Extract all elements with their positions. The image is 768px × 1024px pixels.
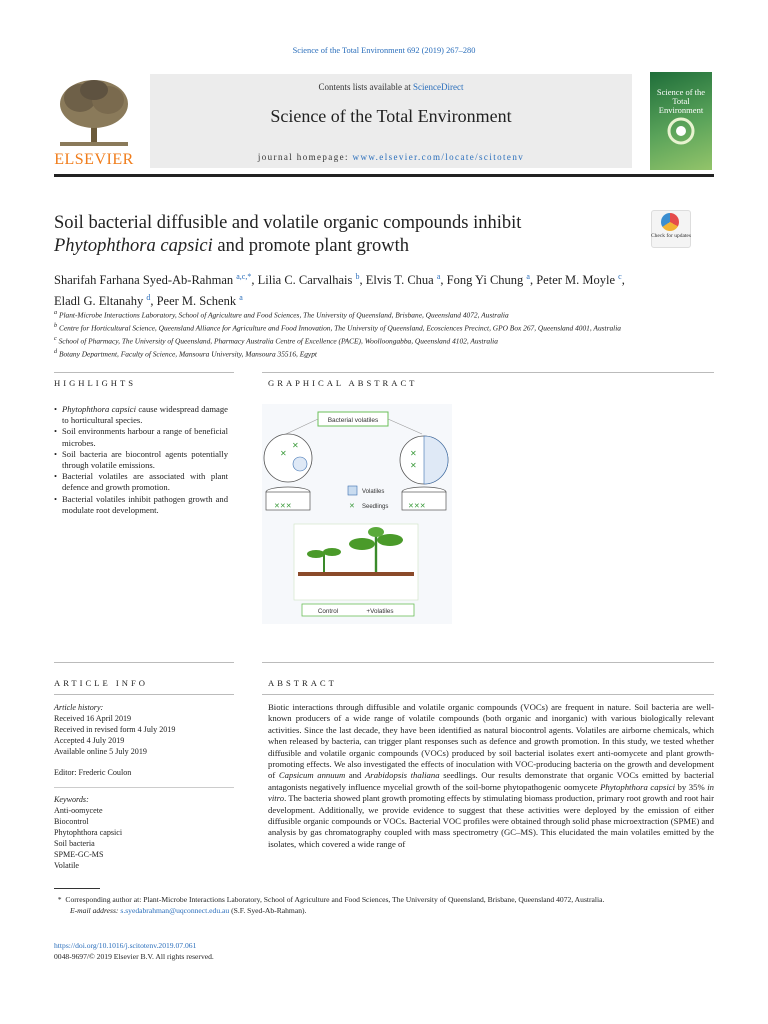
abstract-species: Phytophthora capsici	[600, 781, 676, 792]
seedling-mark: ✕	[292, 441, 299, 450]
contents-line	[150, 82, 632, 92]
history-label: Article history:	[54, 703, 104, 712]
author-affil-mark[interactable]: a,c,*	[236, 272, 252, 281]
article-info-heading: ARTICLE INFO	[54, 678, 148, 688]
author-name[interactable]: Lilia C. Carvalhais	[257, 273, 353, 288]
keyword: SPME-GC-MS	[54, 850, 104, 860]
petri-dish-control	[264, 434, 312, 482]
highlight-text: Soil bacteria are biocontrol agents potentially through volatile emissions.	[62, 448, 228, 471]
author-affil-mark[interactable]: d	[146, 293, 151, 303]
highlight-text: Bacterial volatiles are associated with plant defence and growth promotion.	[62, 471, 228, 493]
highlight-item	[54, 449, 228, 471]
check-updates-label: Check for updates	[651, 233, 692, 239]
email-label: E-mail address:	[70, 906, 119, 915]
doi-link[interactable]: https://doi.org/10.1016/j.scitotenv.2019.07.061	[54, 941, 197, 950]
abstract-species: Arabidopsis thaliana	[365, 770, 440, 781]
abstract-text-run: . The bacteria showed plant growth promoting effects by stimulating biomass production, primary root growth and root hair development. Additionally, we provide evidence to suggest that these activities were deployed by the emission of either diffusible organic compounds or VOCs. Bacterial VOC profiles were obtained through solid phase microextraction (SPME) and analysis by gas chromatography coupled with mass spectrometry (GC–MS). This elucidated the main volatiles emitted by the isolates, which covered a wide range of	[268, 793, 714, 849]
homepage-prefix: journal homepage:	[257, 152, 353, 162]
control-leaf	[323, 548, 341, 556]
header-divider	[54, 174, 714, 177]
history-item: Received in revised form 4 July 2019	[54, 725, 176, 735]
legend-seedlings: Seedlings	[362, 504, 389, 510]
journal-homepage	[150, 152, 632, 162]
author-separator: ,	[251, 273, 258, 288]
legend-seedlings-mark: ✕	[349, 503, 355, 510]
article-info	[54, 702, 234, 871]
email-line	[54, 905, 734, 916]
legend-volatiles: Volatiles	[362, 489, 385, 495]
check-updates-icon	[661, 213, 679, 231]
seedling-mark: ✕	[410, 449, 417, 458]
doi-block	[54, 940, 354, 962]
keyword: Volatile	[54, 861, 80, 871]
keyword: Phytophthora capsici	[54, 827, 123, 837]
affiliation-mark: a	[54, 310, 58, 316]
article-info-rule	[54, 662, 234, 663]
treated-leaf	[368, 527, 384, 537]
oomycete-colony-small	[293, 457, 307, 471]
abstract-heading: ABSTRACT	[268, 678, 337, 688]
abstract-subrule	[262, 694, 714, 695]
journal-cover-title: Science of the Total Environment	[656, 87, 706, 115]
affiliation-item	[54, 321, 734, 334]
graphical-abstract-figure	[262, 404, 452, 624]
affiliation-text: Plant-Microbe Interactions Laboratory, School of Agriculture and Food Sciences, The University of Queensland, Brisbane, Queensland 4072, Australia	[58, 310, 509, 320]
history-item: Received 16 April 2019	[54, 714, 132, 724]
highlight-item	[54, 494, 228, 516]
elsevier-tree-logo	[54, 76, 134, 152]
seedling-mark: ✕	[280, 449, 287, 458]
copyright: 0048-9697/© 2019 Elsevier B.V. All rights reserved.	[54, 952, 214, 961]
author-name[interactable]: Peer M. Schenk	[156, 294, 237, 309]
author-affil-mark[interactable]: b	[355, 272, 360, 281]
sciencedirect-link[interactable]: ScienceDirect	[413, 82, 464, 92]
highlight-item	[54, 404, 228, 426]
highlights-list	[54, 404, 228, 516]
affiliation-text: School of Pharmacy, The University of Queensland, Pharmacy Australia Centre of Excellence (PACE), Woolloongabba, Queensland 4102, Australia	[58, 336, 498, 346]
author-separator: ,	[440, 273, 447, 288]
history-item: Available online 5 July 2019	[54, 747, 147, 757]
abstract-rule	[262, 662, 714, 663]
footnote-rule	[54, 888, 100, 889]
highlight-text: cause widespread damage to horticultural species.	[62, 404, 228, 426]
highlight-italic: Phytophthora capsici	[62, 404, 136, 414]
affiliation-mark: b	[54, 323, 58, 330]
affiliation-mark: c	[54, 336, 57, 343]
author-affil-mark[interactable]: a	[526, 272, 530, 281]
publisher-logo-text: ELSEVIER	[54, 151, 134, 168]
highlights-heading: HIGHLIGHTS	[54, 378, 137, 388]
title-rest: and promote plant growth	[212, 236, 410, 256]
affiliation-mark: d	[54, 349, 58, 356]
keyword: Soil bacteria	[54, 838, 95, 848]
author-separator: ,	[150, 294, 157, 309]
volatiles-label: Bacterial volatiles	[327, 417, 379, 424]
affiliation-item	[54, 347, 734, 360]
control-leaf	[307, 550, 325, 558]
journal-citation[interactable]: Science of the Total Environment 692 (2019) 267–280	[292, 46, 476, 55]
affiliation-item	[54, 308, 734, 321]
homepage-link[interactable]: www.elsevier.com/locate/scitotenv	[352, 152, 525, 162]
keyword: Anti-oomycete	[54, 805, 103, 815]
abstract-text-run: by 35%	[675, 781, 708, 792]
abstract-text-run: seedlings. Our results demonstrate that organic VOCs emitted by bacterial antagonists negatively influence mycelial growth of the soil-borne phytopathogenic oomycete	[268, 770, 714, 792]
keywords-label: Keywords:	[54, 794, 89, 804]
author-separator: ,	[529, 273, 537, 288]
affiliation-list	[54, 308, 734, 360]
highlight-text: Soil environments harbour a range of beneficial microbes.	[62, 426, 228, 448]
editor: Editor: Frederic Coulon	[54, 768, 132, 778]
author-name[interactable]: Peter M. Moyle	[536, 273, 616, 288]
highlight-item	[54, 471, 228, 493]
abstract-italic: in vitro	[268, 781, 714, 804]
article-info-subrule	[54, 694, 234, 695]
abstract-species: Capsicum annuum	[278, 770, 346, 781]
author-name[interactable]: Eladl G. Eltanahy	[54, 294, 144, 309]
keyword: Biocontrol	[54, 816, 89, 826]
seedling-mark: ✕	[410, 461, 417, 470]
author-name[interactable]: Fong Yi Chung	[446, 273, 524, 288]
history-item: Accepted 4 July 2019	[54, 736, 125, 746]
abstract-text-run: and	[345, 770, 365, 781]
author-name[interactable]: Elvis T. Chua	[365, 273, 434, 288]
author-separator: ,	[621, 273, 625, 288]
author-affil-mark[interactable]: a	[436, 272, 441, 281]
email-link[interactable]: s.syedabrahman@uqconnect.edu.au	[120, 906, 230, 915]
footnote-star: *	[57, 895, 62, 904]
abstract-text-run: Biotic interactions through diffusible and volatile organic compounds (VOCs) are frequent in nature. Soil bacteria are well-known producers of a wide range of volatile compounds (both organic and inorganic) with various biologically relevant activities. Since the last decade, they have been identified as natural biocontrol agents. Volatiles are airborne chemicals, which when released by bacteria, can trigger plant responses such as defence and growth promotion. In this study, we tested whether diffusible and volatile organic compounds (VOCs) produced by soil bacterial isolates exert anti-oomycete and plant growth-promoting effects. We also investigated the effects of inoculation with VOC-producing bacteria on the growth and development of	[268, 702, 714, 781]
plant-panel	[294, 524, 418, 600]
title-line-1: Soil bacterial diffusible and volatile organic compounds inhibit	[54, 213, 522, 233]
affiliation-text: Botany Department, Faculty of Science, Mansoura University, Mansoura 35516, Egypt	[58, 349, 317, 359]
seedling-row: ✕✕✕	[408, 503, 426, 510]
author-list	[54, 268, 734, 310]
highlight-item	[54, 426, 228, 448]
keywords-divider	[54, 787, 234, 788]
contents-prefix: Contents lists available at	[318, 82, 413, 92]
footnote	[54, 894, 734, 916]
corresponding-text: Corresponding author at: Plant-Microbe Interactions Laboratory, School of Agriculture and Food Sciences, The University of Queensland, Brisbane, Queensland 4072, Australia.	[65, 895, 605, 904]
email-suffix: (S.F. Syed-Ab-Rahman).	[229, 906, 307, 915]
cover-flower-graphic	[662, 112, 700, 150]
graphical-abstract-heading: GRAPHICAL ABSTRACT	[268, 378, 418, 388]
legend-volatiles-swatch	[348, 486, 357, 495]
highlights-rule	[54, 372, 234, 373]
highlight-text: Bacterial volatiles inhibit pathogen growth and modulate root development.	[62, 493, 228, 515]
author-separator: ,	[359, 273, 366, 288]
title-line-2	[54, 235, 614, 258]
control-label: Control	[317, 608, 339, 615]
seedling-row: ✕✕✕	[274, 503, 292, 510]
article-title	[54, 212, 614, 258]
treated-leaf	[349, 538, 375, 550]
volatiles-treatment-label: +Volatiles	[366, 608, 394, 615]
author-affil-mark[interactable]: c	[618, 272, 622, 281]
author-name[interactable]: Sharifah Farhana Syed-Ab-Rahman	[54, 273, 234, 288]
title-species: Phytophthora capsici	[54, 236, 213, 256]
corresponding-author	[54, 894, 734, 905]
affiliation-text: Centre for Horticultural Science, Queensland Alliance for Agriculture and Food Innovation, The University of Queensland, Ecosciences Precinct, GPO Box 267, Queensland 4001, Australia	[58, 323, 621, 333]
soil-line	[298, 572, 414, 576]
journal-title: Science of the Total Environment	[270, 106, 512, 126]
graphical-abstract-rule	[262, 372, 714, 373]
affiliation-item	[54, 334, 734, 347]
abstract-body	[268, 702, 714, 850]
author-affil-mark[interactable]: a	[239, 293, 243, 303]
